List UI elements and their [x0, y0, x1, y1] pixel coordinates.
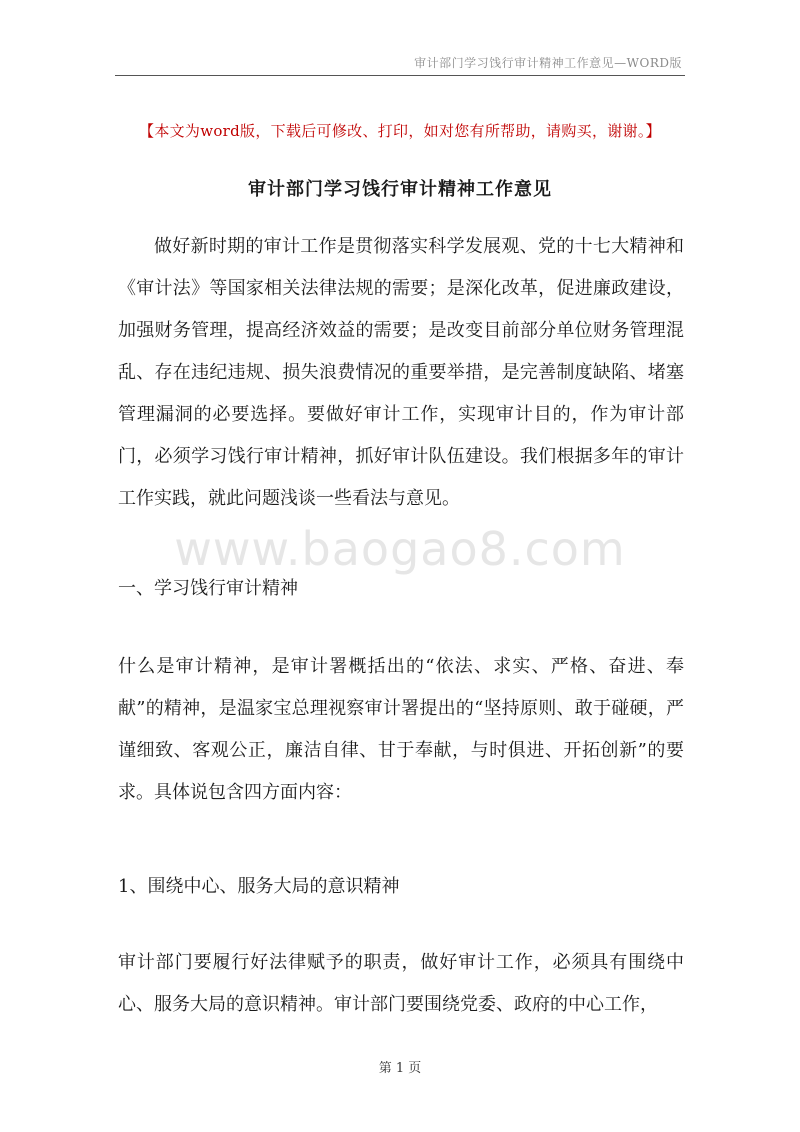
subsection-1-paragraph: 审计部门要履行好法律赋予的职责，做好审计工作，必须具有围绕中心、服务大局的意识精神。审计部门要围绕党委、政府的中心工作，: [118, 952, 684, 1015]
section-heading-1: 一、学习饯行审计精神: [118, 578, 298, 599]
header-divider: [115, 75, 685, 76]
page-header-title: 审计部门学习饯行审计精神工作意见—WORD版: [414, 56, 682, 70]
document-title: 审计部门学习饯行审计精神工作意见: [248, 179, 552, 200]
subsection-heading-1: 1、围绕中心、服务大局的意识精神: [118, 876, 400, 897]
intro-paragraph: 做好新时期的审计工作是贯彻落实科学发展观、党的十七大精神和《审计法》等国家相关法律法规的需要；是深化改革，促进廉政建设，加强财务管理，提高经济效益的需要；是改变目前部分单位财务管理混乱、存在违纪违规、损失浪费情况的重要举措，是完善制度缺陷、堵塞管理漏洞的必要选择。要做好审计工作，实现审计目的，作为审计部门，必须学习饯行审计精神，抓好审计队伍建设。我们根据多年的审计工作实践，就此问题浅谈一些看法与意见。: [118, 236, 684, 509]
purchase-notice: 【本文为word版，下载后可修改、打印，如对您有所帮助，请购买，谢谢。】: [139, 122, 661, 140]
section-1-paragraph: 什么是审计精神，是审计署概括出的“依法、求实、严格、奋进、奉献”的精神，是温家宝总理视察审计署提出的“坚持原则、敢于碰硬，严谨细致、客观公正，廉洁自律、甘于奉献，与时俱进、开拓创新”的要求。具体说包含四方面内容：: [118, 656, 684, 803]
watermark: www.baogao8.com: [174, 522, 626, 576]
page-number: 第 1 页: [378, 1061, 422, 1076]
